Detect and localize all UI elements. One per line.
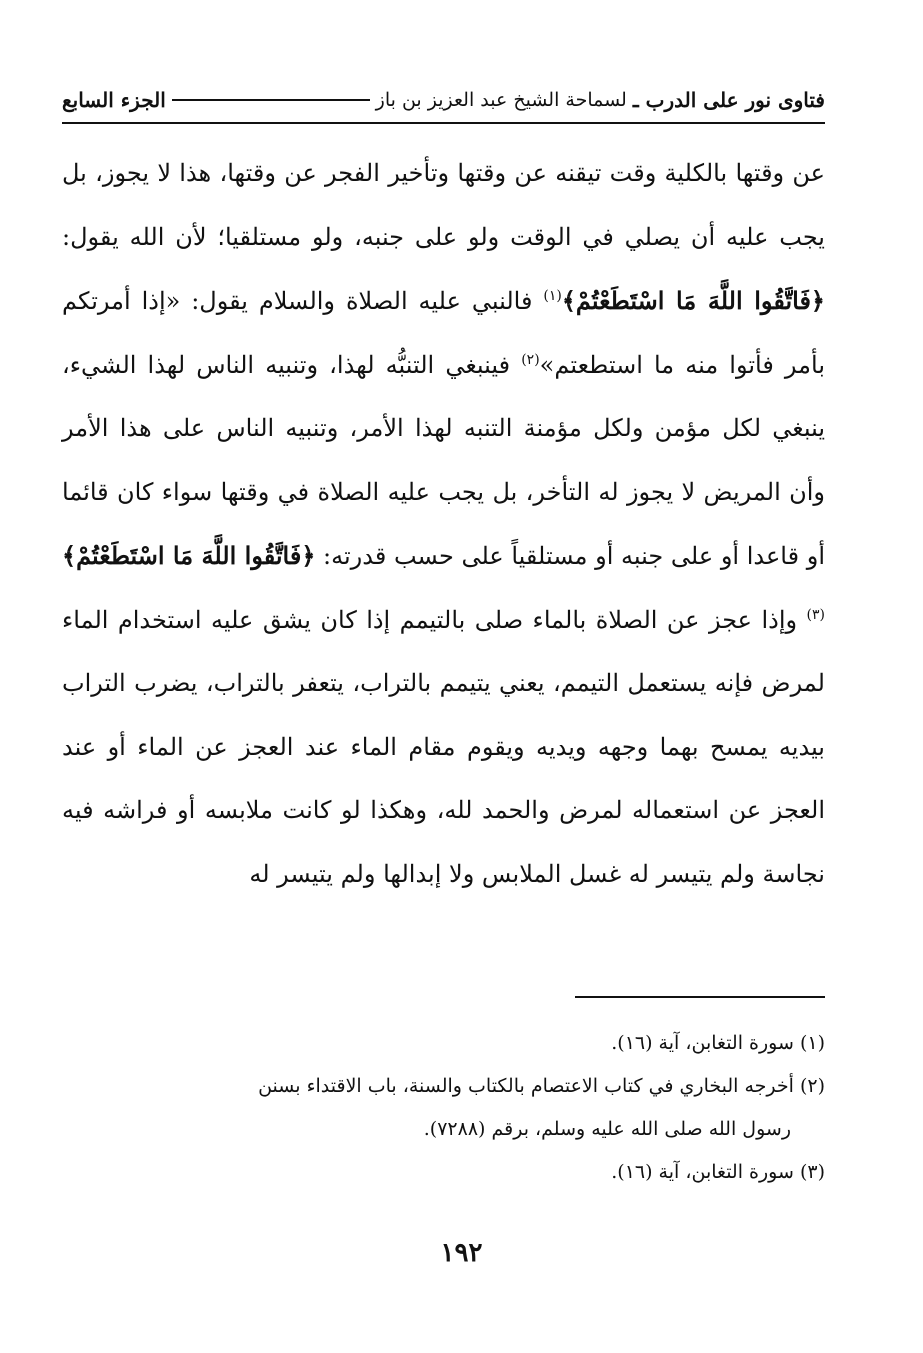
body-text-part-3: فينبغي التنبُّه لهذا، وتنبيه الناس لهذا الشيء، ينبغي لكل مؤمن ولكل مؤمنة التنبه لهذا الأمر، وتنبيه الناس على هذا الأمر وأن المريض لا يجوز له التأخر، بل يجب عليه الصلاة في وقتها سواء كان قائما أو قاعدا أو على جنبه أو مستلقياً على حسب قدرته:	[62, 350, 825, 570]
page-number: ١٩٢	[440, 1238, 483, 1268]
footnote-ref-3: (٣)	[806, 606, 825, 623]
body-text	[62, 142, 825, 906]
running-header	[62, 82, 825, 118]
quran-verse-2: ﴿فَاتَّقُوا اللَّهَ مَا اسْتَطَعْتُمْ﴾	[62, 541, 316, 570]
header-rule	[62, 122, 825, 124]
volume-label: الجزء السابع	[62, 88, 166, 112]
footnote-1: (١) سورة التغابن، آية (١٦).	[611, 1032, 825, 1054]
footnote-2: (٢) أخرجه البخاري في كتاب الاعتصام بالكتاب والسنة، باب الاقتداء بسنن	[258, 1075, 825, 1097]
book-title: فتاوى نور على الدرب ـ	[632, 88, 825, 112]
author-name: لسماحة الشيخ عبد العزيز بن باز	[375, 89, 627, 111]
footnote-ref-2: (٢)	[521, 351, 540, 368]
body-text-part-2: فالنبي عليه الصلاة والسلام يقول: «إذا أمرتكم بأمر فأتوا منه ما استطعتم»	[62, 287, 826, 379]
quran-verse-1: ﴿فَاتَّقُوا اللَّهَ مَا اسْتَطَعْتُمْ﴾	[561, 286, 825, 315]
footnote-2-continued: رسول الله صلى الله عليه وسلم، برقم (٧٢٨٨).	[423, 1118, 791, 1140]
body-text-part-4: وإذا عجز عن الصلاة بالماء صلى بالتيمم إذا كان يشق عليه استخدام الماء لمرض فإنه يستعمل التيمم، يعني يتيمم بالتراب، يتعفر بالتراب، يضرب التراب بيديه يمسح بهما وجهه ويديه ويقوم مقام الماء عند العجز عن الماء أو عند العجز عن استعماله لمرض والحمد لله، وهكذا لو كانت ملابسه أو فراشه فيه نجاسة ولم يتيسر له غسل الملابس ولا إبدالها ولم يتيسر له	[62, 605, 825, 888]
header-dash-line	[172, 99, 370, 101]
footnote-ref-1: (١)	[543, 288, 562, 304]
footnotes	[62, 1022, 825, 1194]
body-text-part-1: عن وقتها بالكلية وقت تيقنه عن وقتها وتأخير الفجر عن وقتها، هذا لا يجوز، بل يجب عليه أن يصلي في الوقت ولو على جنبه، ولو مستلقيا؛ لأن الله يقول:	[62, 159, 825, 251]
footnote-3: (٣) سورة التغابن، آية (١٦).	[611, 1161, 825, 1183]
body-paragraph	[62, 142, 825, 906]
footnote-separator	[575, 996, 825, 998]
